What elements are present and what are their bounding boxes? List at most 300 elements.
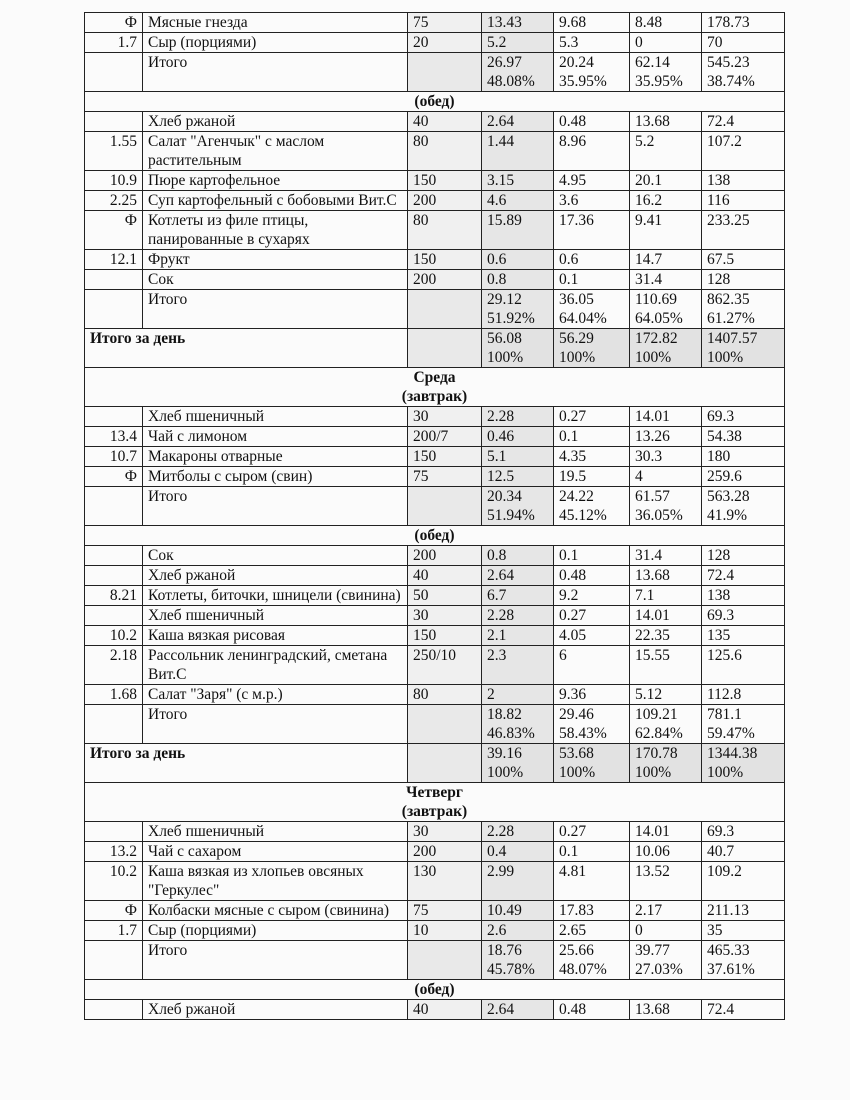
kcal-day-total-line: 1344.38 (707, 745, 758, 762)
proteins-day-total-line: 100% (487, 764, 524, 781)
portion-weight-empty (408, 329, 482, 368)
carbs-value: 9.41 (630, 211, 702, 250)
proteins-total-line: 51.92% (487, 310, 535, 327)
section-header-line: (завтрак) (401, 388, 468, 405)
portion-weight-empty (408, 290, 482, 329)
recipe-code (85, 606, 143, 626)
meal-total-label: Итого (143, 53, 408, 92)
carbs-total (630, 290, 702, 329)
dish-name: Хлеб пшеничный (143, 822, 408, 842)
carbs-value: 14.01 (630, 606, 702, 626)
dish-name: Пюре картофельное (143, 171, 408, 191)
portion-weight: 200 (408, 191, 482, 211)
carbs-total-line: 64.05% (635, 310, 683, 327)
carbs-day-total (630, 744, 702, 783)
recipe-code: Ф (85, 13, 143, 33)
kcal-value: 112.8 (702, 685, 785, 705)
fats-day-total (554, 744, 630, 783)
fats-total (554, 487, 630, 526)
dish-row (85, 685, 785, 705)
proteins-day-total (482, 744, 554, 783)
recipe-code: 2.18 (85, 646, 143, 685)
dish-name: Колбаски мясные с сыром (свинина) (143, 901, 408, 921)
dish-row (85, 191, 785, 211)
dish-name: Котлеты, биточки, шницели (свинина) (143, 586, 408, 606)
portion-weight-empty (408, 941, 482, 980)
section-header (85, 368, 785, 407)
portion-weight: 150 (408, 626, 482, 646)
kcal-value: 54.38 (702, 427, 785, 447)
dish-name: Хлеб ржаной (143, 1000, 408, 1020)
dish-row (85, 646, 785, 685)
kcal-day-total-line: 100% (707, 764, 744, 781)
carbs-value: 8.48 (630, 13, 702, 33)
section-header-line: (обед) (414, 93, 455, 110)
fats-value: 4.81 (554, 862, 630, 901)
portion-weight-empty (408, 487, 482, 526)
kcal-total-line: 37.61% (707, 961, 755, 978)
day-total-label: Итого за день (85, 329, 408, 368)
portion-weight: 150 (408, 171, 482, 191)
section-header-row (85, 783, 785, 822)
fats-total-line: 36.05 (559, 291, 594, 308)
dish-row (85, 132, 785, 171)
dish-name: Сыр (порциями) (143, 921, 408, 941)
carbs-total-line: 109.21 (635, 706, 678, 723)
dish-row (85, 211, 785, 250)
dish-name: Салат "Заря" (с м.р.) (143, 685, 408, 705)
kcal-total (702, 487, 785, 526)
portion-weight: 75 (408, 901, 482, 921)
kcal-value: 72.4 (702, 566, 785, 586)
recipe-code (85, 546, 143, 566)
portion-weight: 75 (408, 13, 482, 33)
carbs-total-line: 36.05% (635, 507, 683, 524)
recipe-code (85, 270, 143, 290)
meal-total-row (85, 941, 785, 980)
carbs-value: 14.01 (630, 822, 702, 842)
proteins-value: 12.5 (482, 467, 554, 487)
portion-weight: 40 (408, 112, 482, 132)
portion-weight: 40 (408, 566, 482, 586)
section-header-line: Четверг (406, 784, 463, 801)
recipe-code: 8.21 (85, 586, 143, 606)
fats-value: 4.35 (554, 447, 630, 467)
dish-name: Каша вязкая из хлопьев овсяных "Геркулес" (143, 862, 408, 901)
carbs-total-line: 35.95% (635, 73, 683, 90)
proteins-total (482, 290, 554, 329)
fats-total (554, 941, 630, 980)
menu-table-body (85, 13, 785, 1020)
recipe-code (85, 112, 143, 132)
kcal-day-total (702, 329, 785, 368)
dish-row (85, 13, 785, 33)
section-header (85, 980, 785, 1000)
proteins-day-total-line: 100% (487, 349, 524, 366)
carbs-value: 14.7 (630, 250, 702, 270)
fats-value: 5.3 (554, 33, 630, 53)
carbs-value: 20.1 (630, 171, 702, 191)
portion-weight: 75 (408, 467, 482, 487)
kcal-total-line: 59.47% (707, 725, 755, 742)
dish-row (85, 862, 785, 901)
dish-row (85, 901, 785, 921)
portion-weight: 250/10 (408, 646, 482, 685)
carbs-value: 0 (630, 33, 702, 53)
carbs-day-total-line: 100% (635, 349, 672, 366)
fats-value: 0.27 (554, 606, 630, 626)
recipe-code-empty (85, 53, 143, 92)
fats-day-total-line: 53.68 (559, 745, 594, 762)
proteins-day-total-line: 56.08 (487, 330, 522, 347)
dish-row (85, 250, 785, 270)
proteins-value: 3.15 (482, 171, 554, 191)
fats-value: 0.48 (554, 112, 630, 132)
recipe-code: 10.2 (85, 626, 143, 646)
proteins-total (482, 487, 554, 526)
menu-table (84, 12, 785, 1020)
fats-day-total-line: 56.29 (559, 330, 594, 347)
day-total-label: Итого за день (85, 744, 408, 783)
carbs-day-total-line: 170.78 (635, 745, 678, 762)
portion-weight: 80 (408, 211, 482, 250)
recipe-code-empty (85, 290, 143, 329)
section-header-row (85, 92, 785, 112)
fats-value: 4.95 (554, 171, 630, 191)
dish-name: Фрукт (143, 250, 408, 270)
carbs-total (630, 53, 702, 92)
carbs-value: 22.35 (630, 626, 702, 646)
kcal-total-line: 465.33 (707, 942, 750, 959)
meal-total-row (85, 487, 785, 526)
fats-total (554, 290, 630, 329)
dish-row (85, 586, 785, 606)
carbs-value: 13.68 (630, 1000, 702, 1020)
carbs-total (630, 705, 702, 744)
carbs-value: 13.52 (630, 862, 702, 901)
dish-name: Митболы с сыром (свин) (143, 467, 408, 487)
proteins-total (482, 941, 554, 980)
kcal-total-line: 61.27% (707, 310, 755, 327)
kcal-total (702, 941, 785, 980)
portion-weight: 200 (408, 270, 482, 290)
carbs-value: 5.2 (630, 132, 702, 171)
proteins-day-total (482, 329, 554, 368)
kcal-total-line: 38.74% (707, 73, 755, 90)
recipe-code: 13.4 (85, 427, 143, 447)
day-total-row (85, 744, 785, 783)
proteins-value: 2.28 (482, 407, 554, 427)
proteins-value: 1.44 (482, 132, 554, 171)
carbs-value: 30.3 (630, 447, 702, 467)
carbs-day-total (630, 329, 702, 368)
fats-total-line: 35.95% (559, 73, 607, 90)
proteins-total-line: 20.34 (487, 488, 522, 505)
meal-total-row (85, 53, 785, 92)
dish-row (85, 822, 785, 842)
proteins-total-line: 18.76 (487, 942, 522, 959)
fats-value: 19.5 (554, 467, 630, 487)
dish-row (85, 427, 785, 447)
portion-weight-empty (408, 705, 482, 744)
proteins-value: 2.64 (482, 1000, 554, 1020)
meal-total-row (85, 290, 785, 329)
recipe-code (85, 1000, 143, 1020)
dish-row (85, 566, 785, 586)
kcal-value: 70 (702, 33, 785, 53)
kcal-value: 178.73 (702, 13, 785, 33)
fats-value: 2.65 (554, 921, 630, 941)
proteins-value: 2.28 (482, 606, 554, 626)
fats-day-total-line: 100% (559, 764, 596, 781)
meal-total-label: Итого (143, 705, 408, 744)
dish-name: Каша вязкая рисовая (143, 626, 408, 646)
dish-row (85, 407, 785, 427)
kcal-value: 125.6 (702, 646, 785, 685)
proteins-value: 10.49 (482, 901, 554, 921)
portion-weight: 80 (408, 132, 482, 171)
kcal-value: 128 (702, 270, 785, 290)
proteins-value: 2.99 (482, 862, 554, 901)
carbs-total-line: 27.03% (635, 961, 683, 978)
portion-weight: 130 (408, 862, 482, 901)
kcal-value: 116 (702, 191, 785, 211)
recipe-code: 13.2 (85, 842, 143, 862)
dish-row (85, 606, 785, 626)
kcal-total-line: 781.1 (707, 706, 742, 723)
carbs-value: 0 (630, 921, 702, 941)
fats-value: 3.6 (554, 191, 630, 211)
carbs-value: 15.55 (630, 646, 702, 685)
carbs-value: 7.1 (630, 586, 702, 606)
dish-name: Чай с лимоном (143, 427, 408, 447)
proteins-value: 15.89 (482, 211, 554, 250)
carbs-value: 16.2 (630, 191, 702, 211)
recipe-code-empty (85, 941, 143, 980)
fats-total-line: 24.22 (559, 488, 594, 505)
dish-row (85, 171, 785, 191)
recipe-code: Ф (85, 901, 143, 921)
proteins-total-line: 18.82 (487, 706, 522, 723)
fats-value: 0.48 (554, 566, 630, 586)
carbs-value: 10.06 (630, 842, 702, 862)
recipe-code (85, 566, 143, 586)
portion-weight: 50 (408, 586, 482, 606)
fats-total (554, 705, 630, 744)
recipe-code: Ф (85, 211, 143, 250)
section-header (85, 92, 785, 112)
fats-value: 0.1 (554, 842, 630, 862)
meal-total-row (85, 705, 785, 744)
proteins-value: 0.8 (482, 270, 554, 290)
fats-value: 4.05 (554, 626, 630, 646)
carbs-day-total-line: 100% (635, 764, 672, 781)
dish-name: Хлеб ржаной (143, 112, 408, 132)
kcal-value: 69.3 (702, 822, 785, 842)
recipe-code: Ф (85, 467, 143, 487)
kcal-total-line: 545.23 (707, 54, 750, 71)
kcal-value: 40.7 (702, 842, 785, 862)
carbs-total-line: 39.77 (635, 942, 670, 959)
fats-value: 8.96 (554, 132, 630, 171)
kcal-value: 259.6 (702, 467, 785, 487)
kcal-value: 138 (702, 171, 785, 191)
carbs-value: 4 (630, 467, 702, 487)
proteins-value: 5.1 (482, 447, 554, 467)
fats-value: 0.6 (554, 250, 630, 270)
proteins-value: 2.6 (482, 921, 554, 941)
fats-value: 9.68 (554, 13, 630, 33)
proteins-value: 2.3 (482, 646, 554, 685)
kcal-value: 69.3 (702, 407, 785, 427)
dish-name: Хлеб пшеничный (143, 407, 408, 427)
recipe-code-empty (85, 487, 143, 526)
day-total-row (85, 329, 785, 368)
proteins-value: 2.28 (482, 822, 554, 842)
kcal-value: 109.2 (702, 862, 785, 901)
fats-value: 6 (554, 646, 630, 685)
proteins-value: 6.7 (482, 586, 554, 606)
portion-weight: 40 (408, 1000, 482, 1020)
recipe-code (85, 822, 143, 842)
fats-total-line: 20.24 (559, 54, 594, 71)
dish-row (85, 447, 785, 467)
carbs-value: 13.68 (630, 112, 702, 132)
dish-name: Хлеб ржаной (143, 566, 408, 586)
carbs-value: 5.12 (630, 685, 702, 705)
kcal-total-line: 563.28 (707, 488, 750, 505)
portion-weight: 80 (408, 685, 482, 705)
dish-name: Суп картофельный с бобовыми Вит.С (143, 191, 408, 211)
dish-row (85, 112, 785, 132)
proteins-value: 13.43 (482, 13, 554, 33)
meal-total-label: Итого (143, 941, 408, 980)
dish-name: Хлеб пшеничный (143, 606, 408, 626)
proteins-value: 0.6 (482, 250, 554, 270)
dish-name: Сыр (порциями) (143, 33, 408, 53)
kcal-value: 107.2 (702, 132, 785, 171)
dish-row (85, 546, 785, 566)
fats-value: 0.27 (554, 822, 630, 842)
proteins-total-line: 29.12 (487, 291, 522, 308)
proteins-value: 0.8 (482, 546, 554, 566)
portion-weight: 200/7 (408, 427, 482, 447)
proteins-value: 2.64 (482, 112, 554, 132)
section-header (85, 783, 785, 822)
recipe-code: 10.7 (85, 447, 143, 467)
dish-row (85, 33, 785, 53)
proteins-total-line: 46.83% (487, 725, 535, 742)
recipe-code: 2.25 (85, 191, 143, 211)
kcal-value: 138 (702, 586, 785, 606)
proteins-total-line: 45.78% (487, 961, 535, 978)
recipe-code: 1.7 (85, 33, 143, 53)
recipe-code-empty (85, 705, 143, 744)
fats-value: 0.1 (554, 270, 630, 290)
portion-weight: 200 (408, 842, 482, 862)
fats-day-total (554, 329, 630, 368)
fats-value: 0.1 (554, 427, 630, 447)
dish-name: Котлеты из филе птицы, панированные в сухарях (143, 211, 408, 250)
kcal-value: 72.4 (702, 112, 785, 132)
dish-row (85, 626, 785, 646)
fats-value: 17.36 (554, 211, 630, 250)
proteins-value: 2.1 (482, 626, 554, 646)
recipe-code: 1.68 (85, 685, 143, 705)
carbs-total (630, 487, 702, 526)
section-header-row (85, 526, 785, 546)
meal-total-label: Итого (143, 487, 408, 526)
section-header-line: Среда (413, 369, 456, 386)
fats-total (554, 53, 630, 92)
portion-weight: 30 (408, 407, 482, 427)
portion-weight: 150 (408, 447, 482, 467)
fats-value: 0.27 (554, 407, 630, 427)
kcal-total (702, 290, 785, 329)
carbs-value: 31.4 (630, 270, 702, 290)
dish-row (85, 467, 785, 487)
carbs-value: 14.01 (630, 407, 702, 427)
kcal-value: 67.5 (702, 250, 785, 270)
proteins-value: 4.6 (482, 191, 554, 211)
kcal-value: 128 (702, 546, 785, 566)
carbs-value: 2.17 (630, 901, 702, 921)
section-header-row (85, 980, 785, 1000)
portion-weight: 30 (408, 822, 482, 842)
section-header-line: (обед) (414, 981, 455, 998)
dish-name: Сок (143, 546, 408, 566)
proteins-total (482, 705, 554, 744)
fats-value: 0.48 (554, 1000, 630, 1020)
fats-total-line: 64.04% (559, 310, 607, 327)
kcal-day-total (702, 744, 785, 783)
dish-row (85, 921, 785, 941)
fats-total-line: 29.46 (559, 706, 594, 723)
kcal-total-line: 862.35 (707, 291, 750, 308)
recipe-code: 1.7 (85, 921, 143, 941)
dish-row (85, 270, 785, 290)
portion-weight: 20 (408, 33, 482, 53)
carbs-total-line: 61.57 (635, 488, 670, 505)
portion-weight: 10 (408, 921, 482, 941)
proteins-total-line: 26.97 (487, 54, 522, 71)
kcal-value: 35 (702, 921, 785, 941)
proteins-total-line: 48.08% (487, 73, 535, 90)
kcal-total (702, 705, 785, 744)
carbs-value: 13.68 (630, 566, 702, 586)
section-header-line: (обед) (414, 527, 455, 544)
dish-row (85, 1000, 785, 1020)
carbs-total-line: 62.14 (635, 54, 670, 71)
dish-name: Чай с сахаром (143, 842, 408, 862)
portion-weight-empty (408, 53, 482, 92)
carbs-value: 13.26 (630, 427, 702, 447)
meal-total-label: Итого (143, 290, 408, 329)
proteins-total (482, 53, 554, 92)
dish-name: Сок (143, 270, 408, 290)
kcal-day-total-line: 1407.57 (707, 330, 758, 347)
proteins-value: 0.4 (482, 842, 554, 862)
kcal-value: 180 (702, 447, 785, 467)
kcal-value: 135 (702, 626, 785, 646)
dish-name: Макароны отварные (143, 447, 408, 467)
fats-total-line: 58.43% (559, 725, 607, 742)
fats-total-line: 48.07% (559, 961, 607, 978)
carbs-total-line: 110.69 (635, 291, 678, 308)
fats-value: 17.83 (554, 901, 630, 921)
portion-weight: 30 (408, 606, 482, 626)
proteins-day-total-line: 39.16 (487, 745, 522, 762)
